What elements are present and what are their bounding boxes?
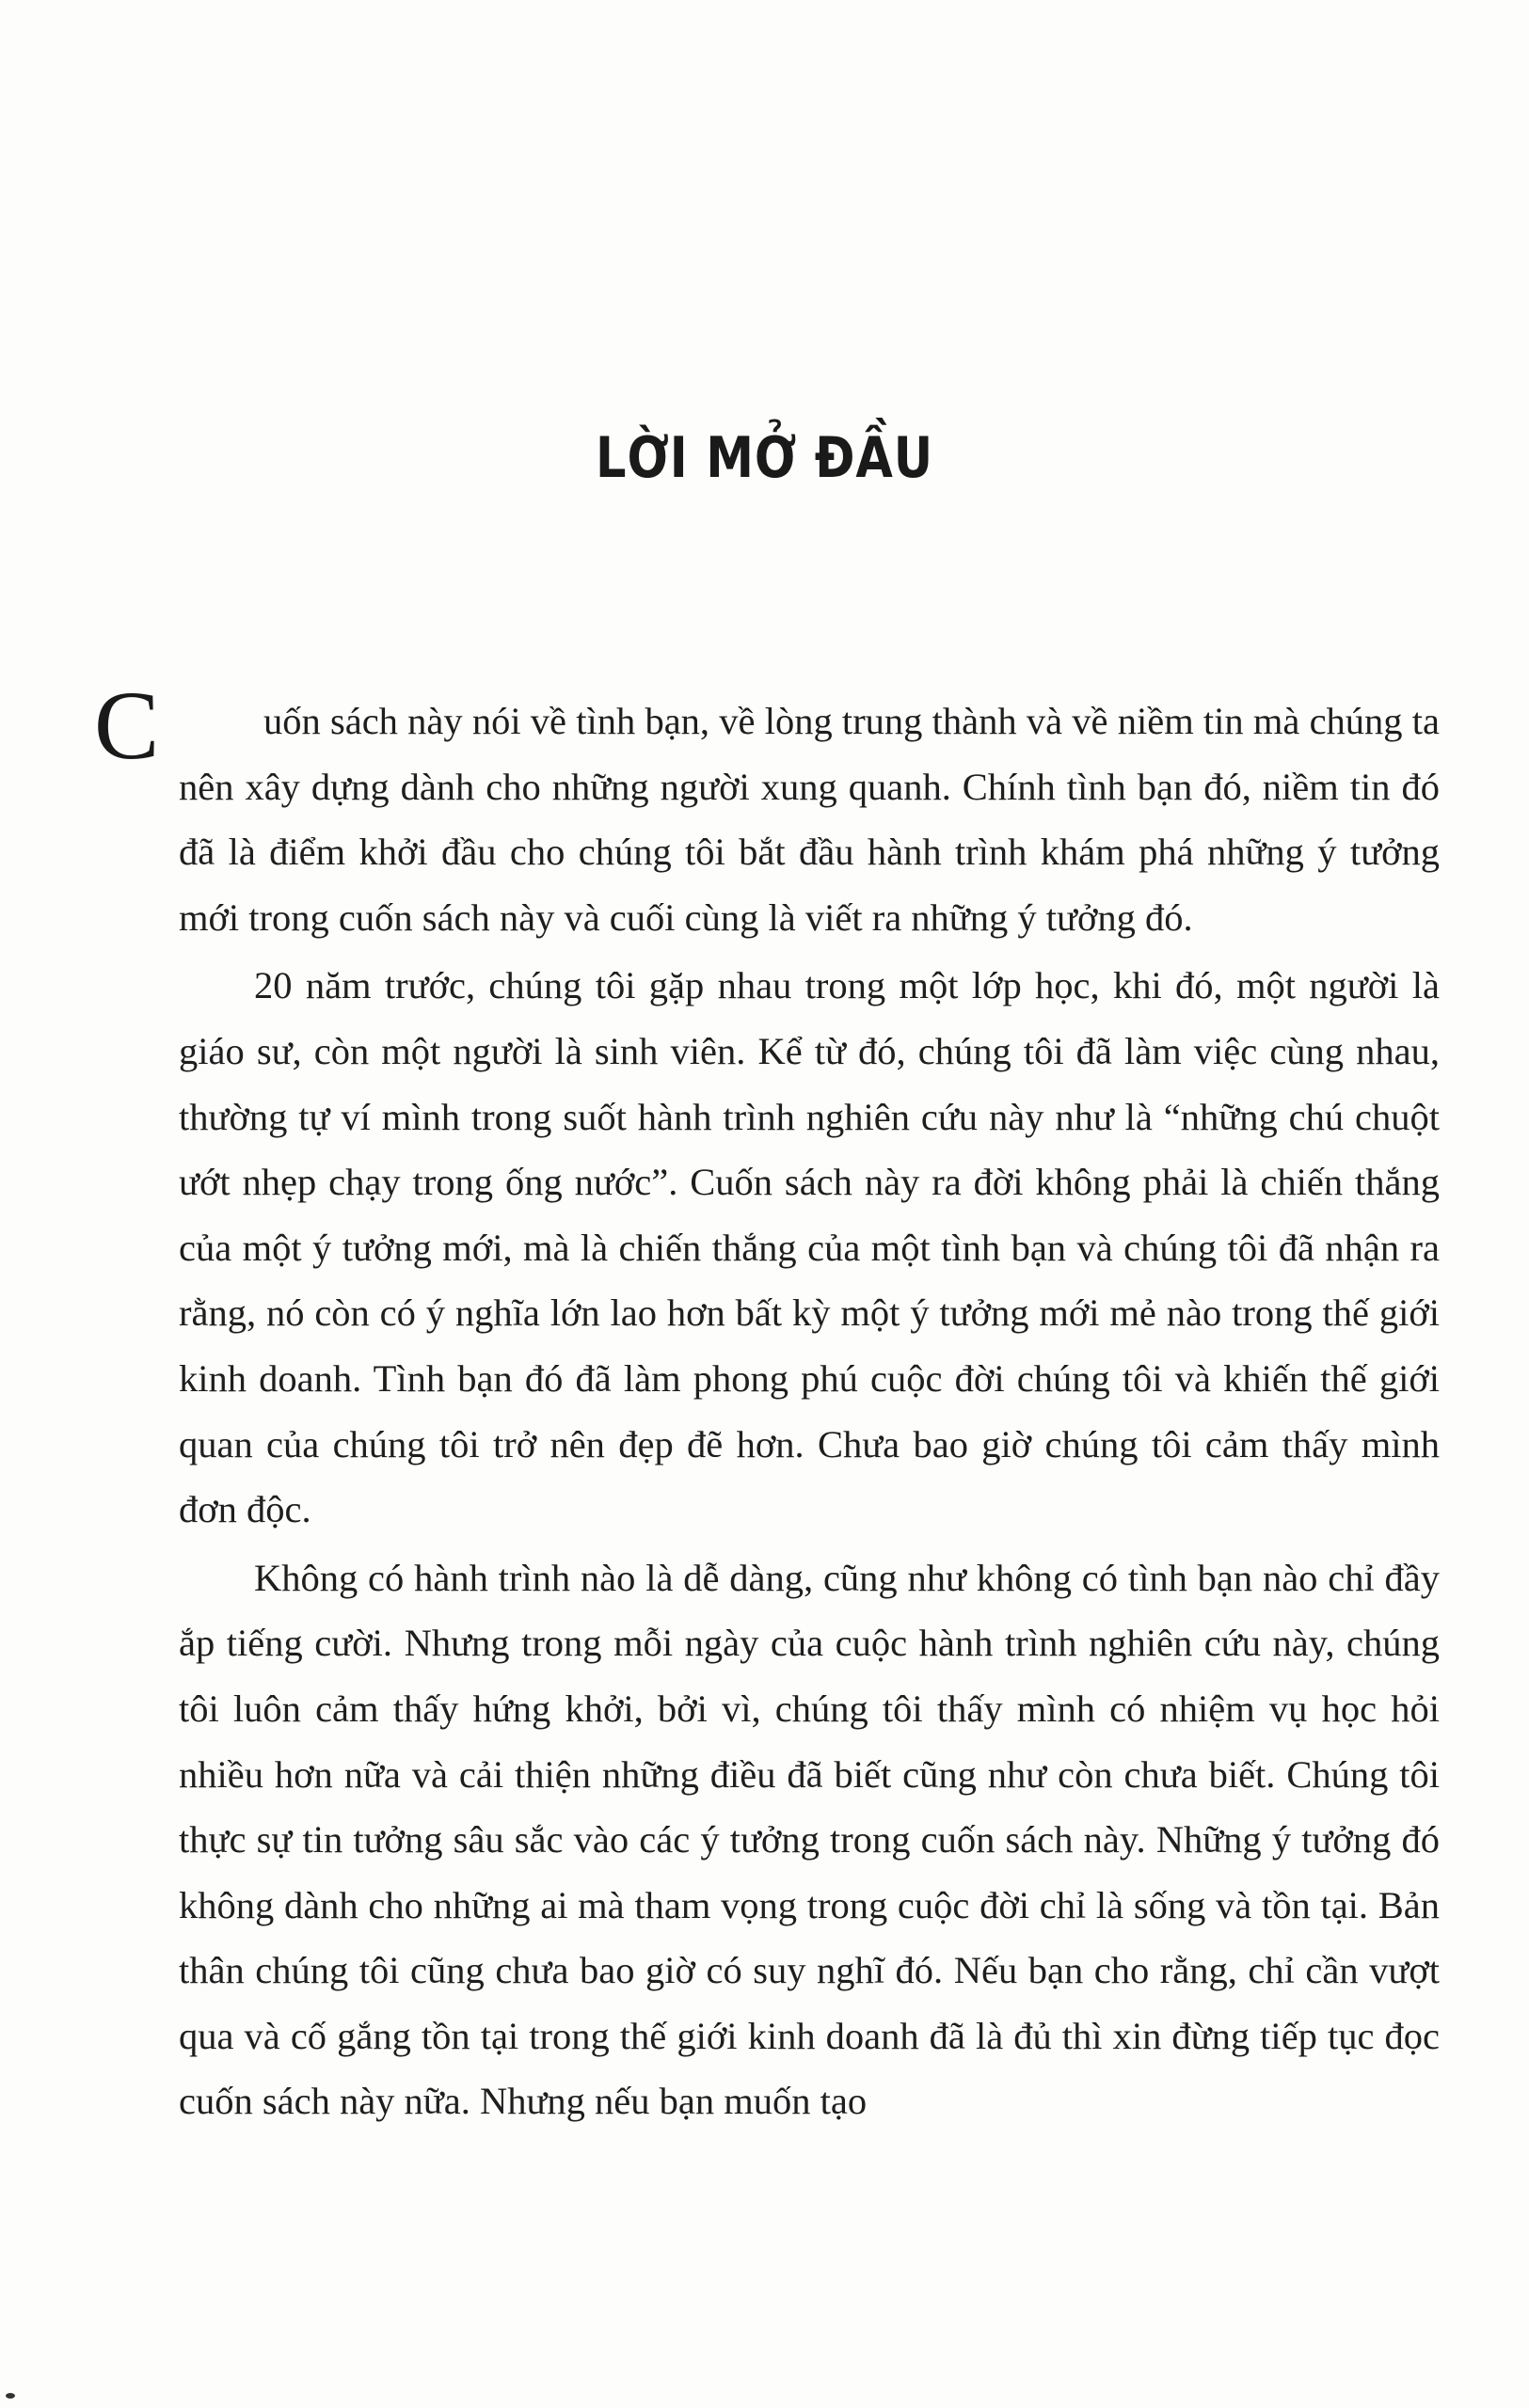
body-text <box>179 689 1440 2137</box>
scan-mark <box>6 2393 15 2399</box>
paragraph-3: Không có hành trình nào là dễ dàng, cũng như không có tình bạn nào chỉ đầy ắp tiếng cười. Nhưng trong mỗi ngày của cuộc hành trình nghiên cứu này, chúng tôi luôn cảm thấy hứng khởi, bởi vì, chúng tôi thấy mình có nhiệm vụ học hỏi nhiều hơn nữa và cải thiện những điều đã biết cũng như còn chưa biết. Chúng tôi thực sự tin tưởng sâu sắc vào các ý tưởng trong cuốn sách này. Những ý tưởng đó không dành cho những ai mà tham vọng trong cuộc đời chỉ là sống và tồn tại. Bản thân chúng tôi cũng chưa bao giờ có suy nghĩ đó. Nếu bạn cho rằng, chỉ cần vượt qua và cố gắng tồn tại trong thế giới kinh doanh đã là đủ thì xin đừng tiếp tục đọc cuốn sách này nữa. Nhưng nếu bạn muốn tạo <box>179 1556 1440 2123</box>
paragraph-2: 20 năm trước, chúng tôi gặp nhau trong một lớp học, khi đó, một người là giáo sư, còn một người là sinh viên. Kể từ đó, chúng tôi đã làm việc cùng nhau, thường tự ví mình trong suốt hành trình nghiên cứu này như là “những chú chuột ướt nhẹp chạy trong ống nước”. Cuốn sách này ra đời không phải là chiến thắng của một ý tưởng mới, mà là chiến thắng của một tình bạn và chúng tôi đã nhận ra rằng, nó còn có ý nghĩa lớn lao hơn bất kỳ một ý tưởng mới mẻ nào trong thế giới kinh doanh. Tình bạn đó đã làm phong phú cuộc đời chúng tôi và khiến thế giới quan của chúng tôi trở nên đẹp đẽ hơn. Chưa bao giờ chúng tôi cảm thấy mình đơn độc. <box>179 964 1440 1531</box>
drop-cap-letter: C <box>94 672 160 780</box>
chapter-title: LỜI MỞ ĐẦU <box>596 425 933 491</box>
paragraph-1: uốn sách này nói về tình bạn, về lòng trung thành và về niềm tin mà chúng ta nên xây dựng dành cho những người xung quanh. Chính tình bạn đó, niềm tin đó đã là điểm khởi đầu cho chúng tôi bắt đầu hành trình khám phá những ý tưởng mới trong cuốn sách này và cuối cùng là viết ra những ý tưởng đó. <box>179 700 1440 939</box>
